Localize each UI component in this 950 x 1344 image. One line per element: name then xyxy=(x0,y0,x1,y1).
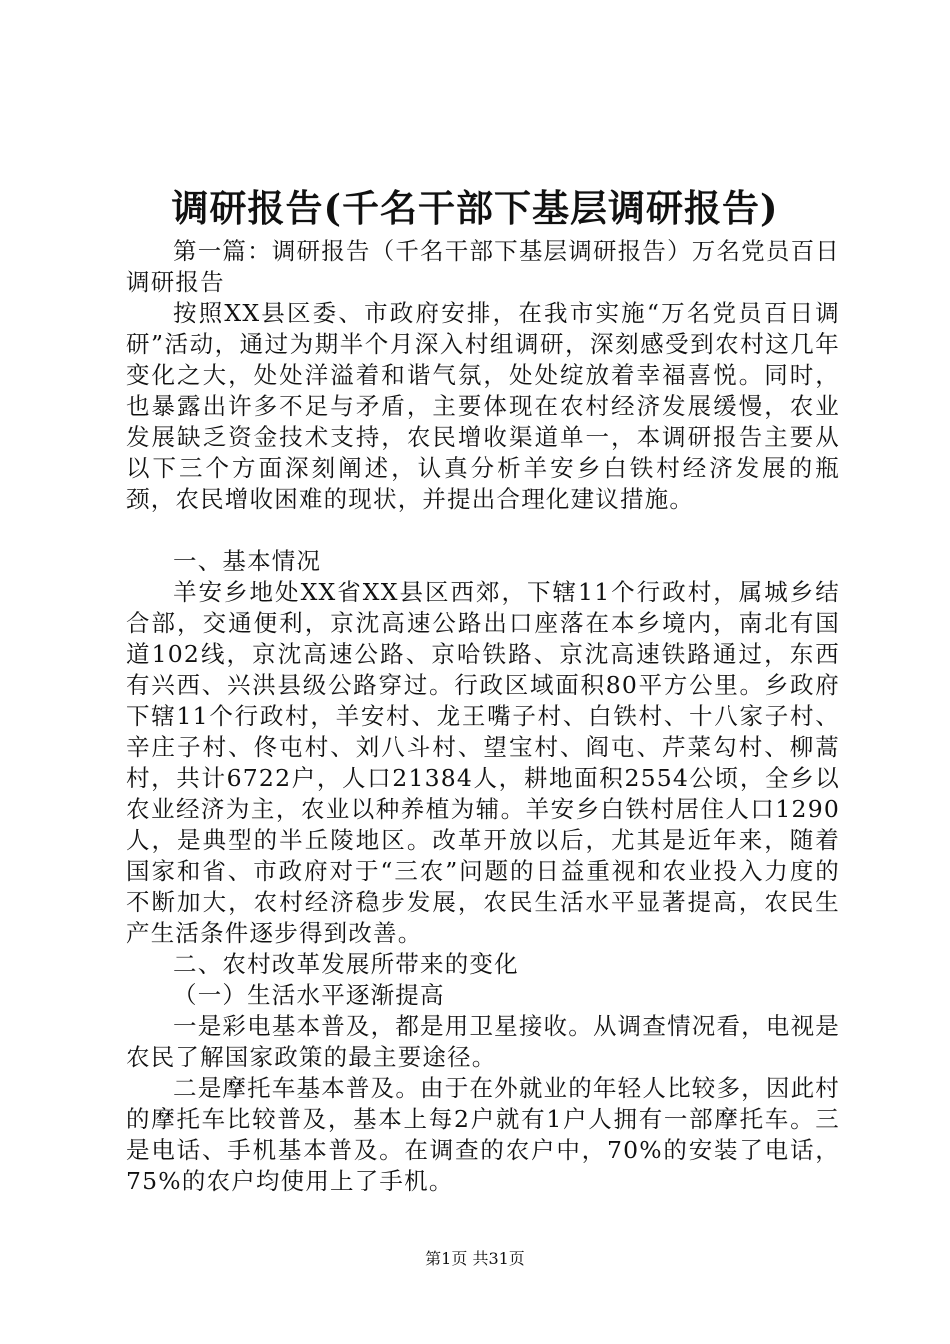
paragraph-intro: 按照XX县区委、市政府安排，在我市实施“万名党员百日调研”活动，通过为期半个月深入村组调研，深刻感受到农村这几年变化之大，处处洋溢着和谐气氛，处处绽放着幸福喜悦。同时，也暴露出许多不足与矛盾，主要体现在农村经济发展缓慢，农业发展缺乏资金技术支持，农民增收渠道单一，本调研报告主要从以下三个方面深刻阐述，认真分析羊安乡白铁村经济发展的瓶颈，农民增收困难的现状，并提出合理化建议措施。 xyxy=(126,299,840,513)
subsection-heading-living-standard: （一）生活水平逐渐提高 xyxy=(173,981,445,1009)
document-title: 调研报告(千名干部下基层调研报告) xyxy=(171,186,779,230)
paragraph-motorcycle-phone: 二是摩托车基本普及。由于在外就业的年轻人比较多，因此村的摩托车比较普及，基本上每2户就有1户人拥有一部摩托车。三是电话、手机基本普及。在调查的农户中，70%的安装了电话，75%的农户均使用上了手机。 xyxy=(126,1074,840,1195)
section-heading-basic-situation: 一、基本情况 xyxy=(173,547,322,575)
paragraph-tv: 一是彩电基本普及，都是用卫星接收。从调查情况看，电视是农民了解国家政策的最主要途径。 xyxy=(126,1012,840,1071)
paragraph-heading-first-part: 第一篇：调研报告（千名干部下基层调研报告）万名党员百日调研报告 xyxy=(126,237,840,296)
section-heading-changes: 二、农村改革发展所带来的变化 xyxy=(173,950,519,978)
blank-line xyxy=(126,515,840,546)
page-footer: 第1页 共31页 xyxy=(425,1249,525,1268)
document-body xyxy=(126,236,840,1197)
paragraph-basic-situation: 羊安乡地处XX省XX县区西郊，下辖11个行政村，属城乡结合部，交通便利，京沈高速公路出口座落在本乡境内，南北有国道102线，京沈高速公路、京哈铁路、京沈高速铁路通过，东西有兴西、兴洪县级公路穿过。行政区域面积80平方公里。乡政府下辖11个行政村，羊安村、龙王嘴子村、白铁村、十八家子村、辛庄子村、佟屯村、刘八斗村、望宝村、阎屯、芹菜勾村、柳蒿村，共计6722户，人口21384人，耕地面积2554公顷，全乡以农业经济为主，农业以种养植为辅。羊安乡白铁村居住人口1290人，是典型的半丘陵地区。改革开放以后，尤其是近年来，随着国家和省、市政府对于“三农”问题的日益重视和农业投入力度的不断加大，农村经济稳步发展，农民生活水平显著提高，农民生产生活条件逐步得到改善。 xyxy=(126,578,840,947)
